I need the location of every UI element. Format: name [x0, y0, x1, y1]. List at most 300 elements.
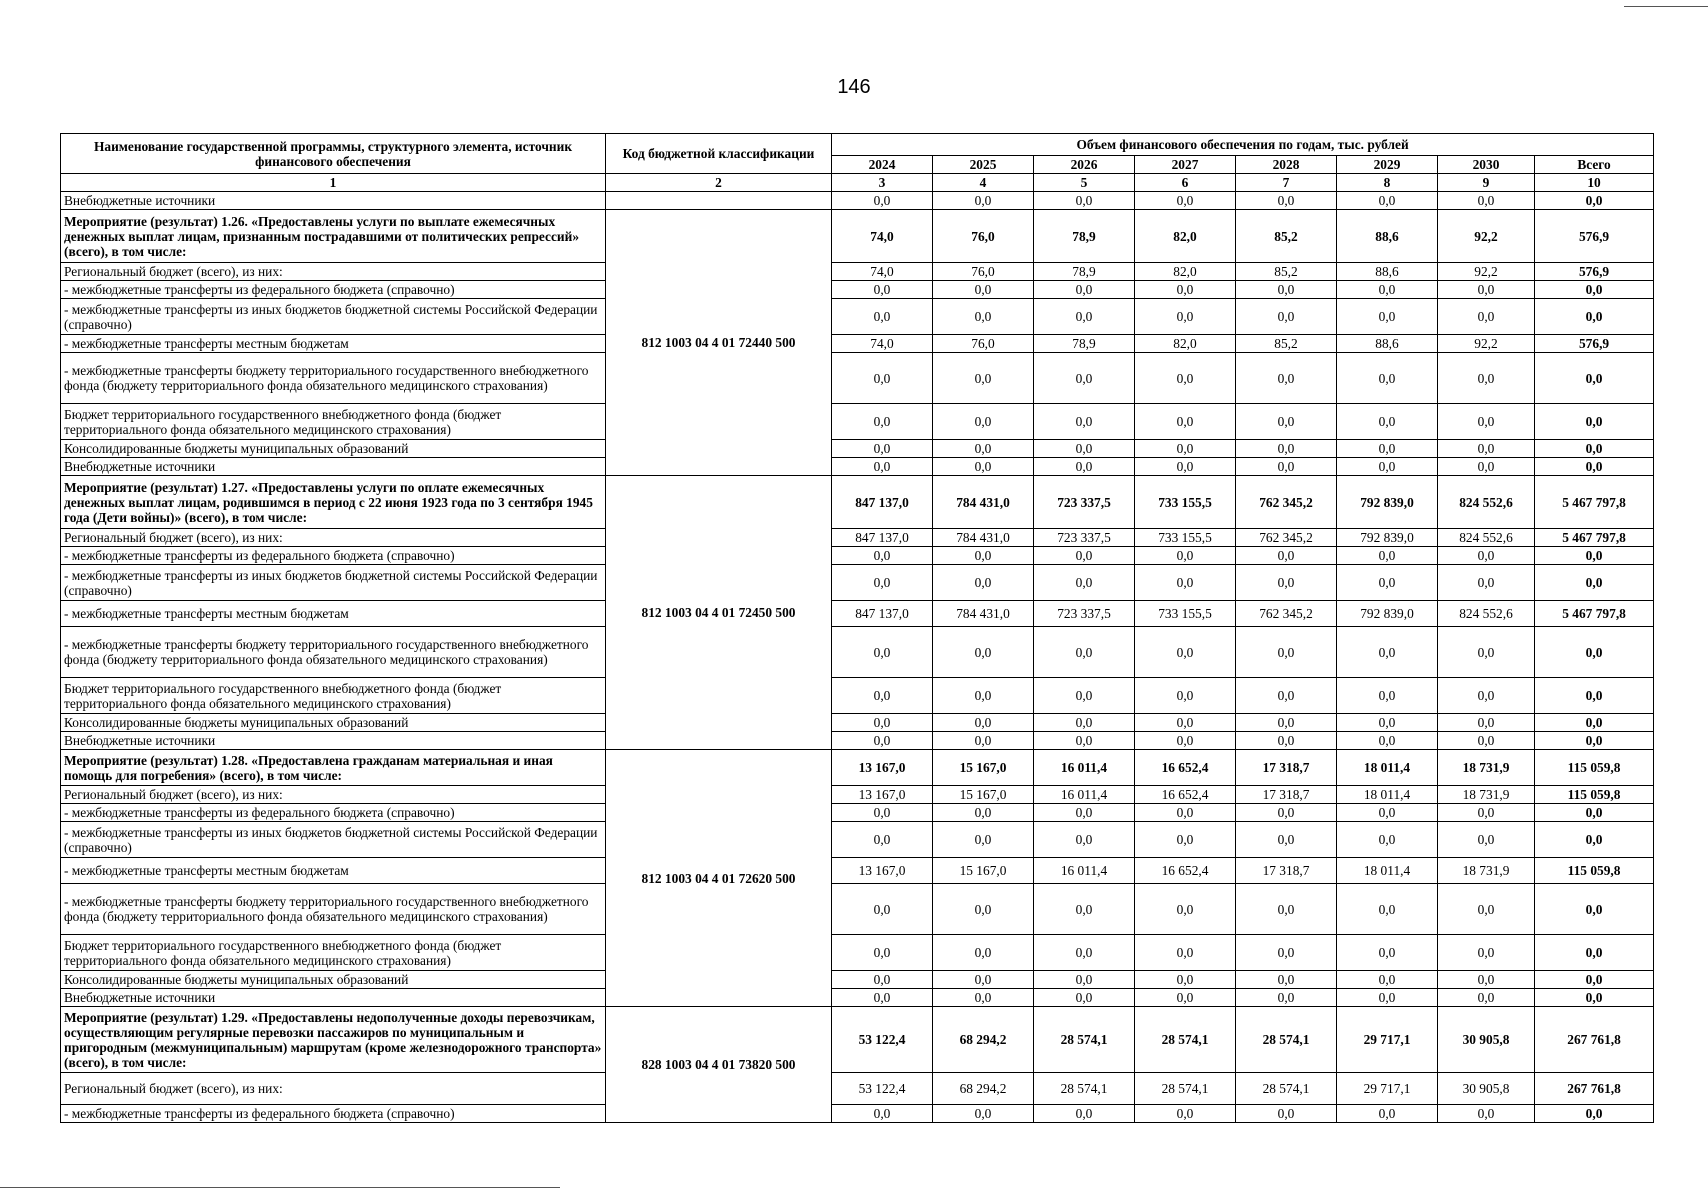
year-value: 0,0 [832, 732, 933, 750]
year-value: 0,0 [1034, 547, 1135, 565]
year-value: 0,0 [832, 565, 933, 601]
year-value: 82,0 [1135, 263, 1236, 281]
column-number: 9 [1438, 174, 1535, 192]
year-value: 0,0 [1438, 678, 1535, 714]
year-value: 0,0 [1135, 192, 1236, 210]
year-value: 0,0 [1236, 822, 1337, 858]
year-value: 0,0 [933, 565, 1034, 601]
year-value: 0,0 [933, 458, 1034, 476]
row-label: Внебюджетные источники [61, 732, 606, 750]
year-value: 784 431,0 [933, 529, 1034, 547]
table-row [61, 601, 1654, 627]
year-value: 0,0 [1236, 1105, 1337, 1123]
year-value: 0,0 [1337, 971, 1438, 989]
year-value: 0,0 [1337, 714, 1438, 732]
year-value: 74,0 [832, 263, 933, 281]
year-value: 18 731,9 [1438, 786, 1535, 804]
row-label: - межбюджетные трансферты из иных бюджетов бюджетной системы Российской Федерации (справочно) [61, 565, 606, 601]
year-value: 0,0 [832, 971, 933, 989]
year-value: 18 731,9 [1438, 858, 1535, 884]
year-value: 733 155,5 [1135, 476, 1236, 529]
year-value: 0,0 [1438, 547, 1535, 565]
year-value: 0,0 [832, 299, 933, 335]
year-value: 88,6 [1337, 335, 1438, 353]
year-value: 0,0 [1236, 971, 1337, 989]
column-number: 7 [1236, 174, 1337, 192]
year-value: 92,2 [1438, 335, 1535, 353]
year-value: 0,0 [832, 714, 933, 732]
row-label: Консолидированные бюджеты муниципальных образований [61, 440, 606, 458]
year-value: 0,0 [1236, 804, 1337, 822]
year-value: 78,9 [1034, 335, 1135, 353]
year-value: 792 839,0 [1337, 601, 1438, 627]
year-value: 28 574,1 [1236, 1007, 1337, 1073]
year-value: 0,0 [1337, 353, 1438, 404]
year-value: 0,0 [1337, 678, 1438, 714]
year-value: 74,0 [832, 335, 933, 353]
year-value: 733 155,5 [1135, 529, 1236, 547]
year-value: 53 122,4 [832, 1007, 933, 1073]
total-value: 0,0 [1535, 971, 1654, 989]
year-value: 0,0 [1337, 299, 1438, 335]
year-value: 0,0 [1438, 281, 1535, 299]
year-value: 0,0 [1135, 353, 1236, 404]
year-value: 0,0 [933, 804, 1034, 822]
table-row [61, 192, 1654, 210]
year-value: 29 717,1 [1337, 1073, 1438, 1105]
year-value: 0,0 [1438, 804, 1535, 822]
year-value: 792 839,0 [1337, 529, 1438, 547]
table-row [61, 989, 1654, 1007]
year-value: 847 137,0 [832, 476, 933, 529]
year-value: 0,0 [1236, 678, 1337, 714]
year-value: 0,0 [832, 192, 933, 210]
year-value: 0,0 [1034, 822, 1135, 858]
year-value: 16 011,4 [1034, 786, 1135, 804]
year-value: 0,0 [1438, 299, 1535, 335]
year-value: 0,0 [1135, 565, 1236, 601]
total-value: 0,0 [1535, 714, 1654, 732]
row-label: - межбюджетные трансферты из федерального бюджета (справочно) [61, 804, 606, 822]
total-value: 115 059,8 [1535, 786, 1654, 804]
table-row [61, 678, 1654, 714]
total-value: 0,0 [1535, 822, 1654, 858]
year-value: 0,0 [1135, 884, 1236, 935]
column-number: 6 [1135, 174, 1236, 192]
header-year: 2026 [1034, 156, 1135, 174]
year-value: 68 294,2 [933, 1007, 1034, 1073]
year-value: 0,0 [1438, 440, 1535, 458]
header-total: Всего [1535, 156, 1654, 174]
year-value: 0,0 [1034, 989, 1135, 1007]
row-label: - межбюджетные трансферты бюджету территориального государственного внебюджетного фонда (бюджету территориального фонда обязательного медицинского страхования) [61, 627, 606, 678]
year-value: 0,0 [1438, 822, 1535, 858]
row-label: Региональный бюджет (всего), из них: [61, 1073, 606, 1105]
year-value: 0,0 [1034, 192, 1135, 210]
year-value: 0,0 [1034, 299, 1135, 335]
year-value: 0,0 [1034, 804, 1135, 822]
budget-code: 812 1003 04 4 01 72440 500 [606, 210, 832, 476]
row-label: Консолидированные бюджеты муниципальных образований [61, 714, 606, 732]
year-value: 0,0 [1135, 547, 1236, 565]
total-value: 0,0 [1535, 458, 1654, 476]
column-number: 2 [606, 174, 832, 192]
total-value: 0,0 [1535, 884, 1654, 935]
year-value: 16 652,4 [1135, 786, 1236, 804]
header-year: 2028 [1236, 156, 1337, 174]
total-value: 576,9 [1535, 210, 1654, 263]
year-value: 0,0 [1135, 299, 1236, 335]
year-value: 0,0 [1438, 989, 1535, 1007]
year-value: 0,0 [832, 404, 933, 440]
year-value: 13 167,0 [832, 786, 933, 804]
total-value: 0,0 [1535, 804, 1654, 822]
year-value: 0,0 [1034, 678, 1135, 714]
year-value: 0,0 [1438, 404, 1535, 440]
year-value: 0,0 [1337, 565, 1438, 601]
total-value: 576,9 [1535, 263, 1654, 281]
table-row [61, 404, 1654, 440]
year-value: 92,2 [1438, 263, 1535, 281]
year-value: 824 552,6 [1438, 476, 1535, 529]
row-label: Внебюджетные источники [61, 989, 606, 1007]
year-value: 0,0 [1438, 971, 1535, 989]
year-value: 0,0 [832, 884, 933, 935]
year-value: 17 318,7 [1236, 858, 1337, 884]
year-value: 0,0 [1337, 1105, 1438, 1123]
year-value: 0,0 [933, 299, 1034, 335]
year-value: 0,0 [1135, 732, 1236, 750]
year-value: 0,0 [1236, 299, 1337, 335]
year-value: 0,0 [1337, 440, 1438, 458]
year-value: 0,0 [1337, 192, 1438, 210]
year-value: 0,0 [1236, 440, 1337, 458]
year-value: 88,6 [1337, 210, 1438, 263]
year-value: 0,0 [1438, 192, 1535, 210]
row-label: Бюджет территориального государственного внебюджетного фонда (бюджет территориального фонда обязательного медицинского страхования) [61, 935, 606, 971]
year-value: 733 155,5 [1135, 601, 1236, 627]
year-value: 0,0 [1034, 971, 1135, 989]
year-value: 0,0 [1438, 565, 1535, 601]
financing-table [60, 133, 1654, 1123]
year-value: 723 337,5 [1034, 476, 1135, 529]
year-value: 28 574,1 [1034, 1073, 1135, 1105]
year-value: 0,0 [933, 547, 1034, 565]
table-row [61, 458, 1654, 476]
year-value: 29 717,1 [1337, 1007, 1438, 1073]
year-value: 0,0 [1034, 353, 1135, 404]
year-value: 0,0 [1236, 404, 1337, 440]
year-value: 0,0 [832, 804, 933, 822]
year-value: 0,0 [1135, 714, 1236, 732]
row-label: Мероприятие (результат) 1.28. «Предоставлена гражданам материальная и иная помощь для погребения» (всего), в том числе: [61, 750, 606, 786]
year-value: 0,0 [1135, 822, 1236, 858]
year-value: 0,0 [1135, 971, 1236, 989]
year-value: 0,0 [933, 281, 1034, 299]
year-value: 0,0 [1135, 627, 1236, 678]
row-label: - межбюджетные трансферты местным бюджетам [61, 858, 606, 884]
column-number: 1 [61, 174, 606, 192]
row-label: Мероприятие (результат) 1.26. «Предоставлены услуги по выплате ежемесячных денежных выплат лицам, признанным пострадавшими от политических репрессий» (всего), в том числе: [61, 210, 606, 263]
budget-code: 812 1003 04 4 01 72450 500 [606, 476, 832, 750]
year-value: 0,0 [1337, 989, 1438, 1007]
year-value: 0,0 [832, 353, 933, 404]
table-row [61, 529, 1654, 547]
total-value: 0,0 [1535, 299, 1654, 335]
year-value: 0,0 [1135, 1105, 1236, 1123]
table-row [61, 565, 1654, 601]
year-value: 16 652,4 [1135, 750, 1236, 786]
year-value: 76,0 [933, 263, 1034, 281]
top-edge-rule [1624, 6, 1708, 7]
total-value: 0,0 [1535, 732, 1654, 750]
year-value: 0,0 [933, 732, 1034, 750]
year-value: 0,0 [1135, 804, 1236, 822]
row-label: - межбюджетные трансферты из федерального бюджета (справочно) [61, 281, 606, 299]
year-value: 82,0 [1135, 210, 1236, 263]
year-value: 0,0 [832, 547, 933, 565]
table-row [61, 335, 1654, 353]
year-value: 0,0 [1438, 884, 1535, 935]
year-value: 824 552,6 [1438, 601, 1535, 627]
year-value: 847 137,0 [832, 601, 933, 627]
year-value: 0,0 [832, 989, 933, 1007]
table-row [61, 210, 1654, 263]
total-value: 5 467 797,8 [1535, 476, 1654, 529]
year-value: 762 345,2 [1236, 476, 1337, 529]
year-value: 0,0 [1034, 458, 1135, 476]
header-year: 2027 [1135, 156, 1236, 174]
year-value: 0,0 [1034, 935, 1135, 971]
total-value: 0,0 [1535, 281, 1654, 299]
row-label: - межбюджетные трансферты местным бюджетам [61, 335, 606, 353]
year-value: 0,0 [832, 822, 933, 858]
year-value: 0,0 [1034, 281, 1135, 299]
total-value: 115 059,8 [1535, 858, 1654, 884]
year-value: 0,0 [1236, 714, 1337, 732]
header-year: 2025 [933, 156, 1034, 174]
row-label: Региональный бюджет (всего), из них: [61, 529, 606, 547]
year-value: 0,0 [1034, 714, 1135, 732]
year-value: 76,0 [933, 335, 1034, 353]
year-value: 15 167,0 [933, 750, 1034, 786]
year-value: 88,6 [1337, 263, 1438, 281]
year-value: 0,0 [1236, 547, 1337, 565]
year-value: 0,0 [1034, 440, 1135, 458]
table-row [61, 1007, 1654, 1073]
year-value: 824 552,6 [1438, 529, 1535, 547]
year-value: 0,0 [1034, 565, 1135, 601]
year-value: 0,0 [1438, 458, 1535, 476]
year-value: 723 337,5 [1034, 601, 1135, 627]
row-label: Региональный бюджет (всего), из них: [61, 786, 606, 804]
year-value: 0,0 [1236, 627, 1337, 678]
bottom-edge-rule [0, 1187, 560, 1188]
year-value: 0,0 [1236, 192, 1337, 210]
year-value: 792 839,0 [1337, 476, 1438, 529]
year-value: 0,0 [933, 627, 1034, 678]
year-value: 0,0 [1337, 884, 1438, 935]
year-value: 0,0 [1236, 281, 1337, 299]
year-value: 0,0 [933, 822, 1034, 858]
year-value: 28 574,1 [1135, 1073, 1236, 1105]
year-value: 0,0 [1135, 404, 1236, 440]
budget-code: 812 1003 04 4 01 72620 500 [606, 750, 832, 1007]
year-value: 0,0 [1337, 732, 1438, 750]
year-value: 0,0 [1337, 935, 1438, 971]
year-value: 762 345,2 [1236, 529, 1337, 547]
header-code: Код бюджетной классификации [606, 134, 832, 174]
table-row [61, 804, 1654, 822]
year-value: 0,0 [1337, 627, 1438, 678]
total-value: 0,0 [1535, 678, 1654, 714]
header-year: 2029 [1337, 156, 1438, 174]
table-row [61, 884, 1654, 935]
year-value: 0,0 [933, 1105, 1034, 1123]
year-value: 0,0 [832, 678, 933, 714]
year-value: 0,0 [1236, 935, 1337, 971]
year-value: 92,2 [1438, 210, 1535, 263]
year-value: 30 905,8 [1438, 1007, 1535, 1073]
year-value: 18 011,4 [1337, 750, 1438, 786]
year-value: 18 731,9 [1438, 750, 1535, 786]
total-value: 0,0 [1535, 192, 1654, 210]
total-value: 0,0 [1535, 565, 1654, 601]
table-row [61, 714, 1654, 732]
budget-code: 828 1003 04 4 01 73820 500 [606, 1007, 832, 1123]
year-value: 0,0 [1135, 935, 1236, 971]
table-row [61, 440, 1654, 458]
year-value: 0,0 [1135, 440, 1236, 458]
year-value: 0,0 [933, 678, 1034, 714]
year-value: 0,0 [1337, 281, 1438, 299]
year-value: 74,0 [832, 210, 933, 263]
year-value: 0,0 [1337, 822, 1438, 858]
year-value: 0,0 [1034, 404, 1135, 440]
table-row [61, 732, 1654, 750]
year-value: 28 574,1 [1034, 1007, 1135, 1073]
total-value: 115 059,8 [1535, 750, 1654, 786]
year-value: 85,2 [1236, 210, 1337, 263]
year-value: 0,0 [1438, 1105, 1535, 1123]
page-number: 146 [837, 76, 871, 98]
table-row [61, 822, 1654, 858]
year-value: 0,0 [1337, 547, 1438, 565]
year-value: 18 011,4 [1337, 786, 1438, 804]
header-volume: Объем финансового обеспечения по годам, тыс. рублей [832, 134, 1654, 156]
year-value: 0,0 [1337, 804, 1438, 822]
table-row [61, 858, 1654, 884]
total-value: 0,0 [1535, 1105, 1654, 1123]
year-value: 0,0 [1236, 458, 1337, 476]
table-row [61, 281, 1654, 299]
year-value: 85,2 [1236, 335, 1337, 353]
year-value: 0,0 [1236, 732, 1337, 750]
year-value: 0,0 [1236, 353, 1337, 404]
table-row [61, 547, 1654, 565]
total-value: 0,0 [1535, 440, 1654, 458]
total-value: 5 467 797,8 [1535, 601, 1654, 627]
table-row [61, 935, 1654, 971]
year-value: 0,0 [933, 404, 1034, 440]
year-value: 762 345,2 [1236, 601, 1337, 627]
table-row [61, 263, 1654, 281]
year-value: 723 337,5 [1034, 529, 1135, 547]
table-row [61, 627, 1654, 678]
year-value: 0,0 [1034, 1105, 1135, 1123]
row-label: - межбюджетные трансферты из федерального бюджета (справочно) [61, 1105, 606, 1123]
year-value: 0,0 [933, 440, 1034, 458]
year-value: 0,0 [933, 353, 1034, 404]
row-label: Внебюджетные источники [61, 458, 606, 476]
budget-code-cell [606, 192, 832, 210]
year-value: 0,0 [1236, 884, 1337, 935]
table-row [61, 1105, 1654, 1123]
year-value: 13 167,0 [832, 750, 933, 786]
year-value: 0,0 [1034, 884, 1135, 935]
row-label: Внебюджетные источники [61, 192, 606, 210]
year-value: 53 122,4 [832, 1073, 933, 1105]
header-year: 2030 [1438, 156, 1535, 174]
year-value: 18 011,4 [1337, 858, 1438, 884]
year-value: 0,0 [832, 281, 933, 299]
year-value: 17 318,7 [1236, 750, 1337, 786]
column-number: 8 [1337, 174, 1438, 192]
year-value: 0,0 [1438, 732, 1535, 750]
total-value: 5 467 797,8 [1535, 529, 1654, 547]
year-value: 0,0 [933, 714, 1034, 732]
year-value: 0,0 [933, 935, 1034, 971]
column-number: 10 [1535, 174, 1654, 192]
row-label: - межбюджетные трансферты из федерального бюджета (справочно) [61, 547, 606, 565]
year-value: 0,0 [1135, 678, 1236, 714]
year-value: 0,0 [1034, 732, 1135, 750]
total-value: 0,0 [1535, 404, 1654, 440]
year-value: 0,0 [1034, 627, 1135, 678]
column-number: 5 [1034, 174, 1135, 192]
year-value: 76,0 [933, 210, 1034, 263]
year-value: 0,0 [832, 935, 933, 971]
year-value: 16 011,4 [1034, 858, 1135, 884]
year-value: 0,0 [933, 192, 1034, 210]
year-value: 0,0 [933, 884, 1034, 935]
total-value: 267 761,8 [1535, 1073, 1654, 1105]
row-label: Мероприятие (результат) 1.27. «Предоставлены услуги по оплате ежемесячных денежных выплат лицам, родившимся в период с 22 июня 1923 года по 3 сентября 1945 года (Дети войны)» (всего), в том числе: [61, 476, 606, 529]
total-value: 0,0 [1535, 627, 1654, 678]
table-row [61, 786, 1654, 804]
year-value: 68 294,2 [933, 1073, 1034, 1105]
year-value: 0,0 [1135, 989, 1236, 1007]
year-value: 13 167,0 [832, 858, 933, 884]
row-label: - межбюджетные трансферты местным бюджетам [61, 601, 606, 627]
table-row [61, 1073, 1654, 1105]
year-value: 15 167,0 [933, 858, 1034, 884]
total-value: 267 761,8 [1535, 1007, 1654, 1073]
year-value: 0,0 [1135, 458, 1236, 476]
year-value: 847 137,0 [832, 529, 933, 547]
column-number: 4 [933, 174, 1034, 192]
total-value: 0,0 [1535, 935, 1654, 971]
table-row [61, 299, 1654, 335]
row-label: Бюджет территориального государственного внебюджетного фонда (бюджет территориального фонда обязательного медицинского страхования) [61, 404, 606, 440]
table-row [61, 971, 1654, 989]
row-label: Региональный бюджет (всего), из них: [61, 263, 606, 281]
year-value: 78,9 [1034, 210, 1135, 263]
total-value: 576,9 [1535, 335, 1654, 353]
row-label: Бюджет территориального государственного внебюджетного фонда (бюджет территориального фонда обязательного медицинского страхования) [61, 678, 606, 714]
row-label: - межбюджетные трансферты бюджету территориального государственного внебюджетного фонда (бюджету территориального фонда обязательного медицинского страхования) [61, 353, 606, 404]
year-value: 28 574,1 [1236, 1073, 1337, 1105]
